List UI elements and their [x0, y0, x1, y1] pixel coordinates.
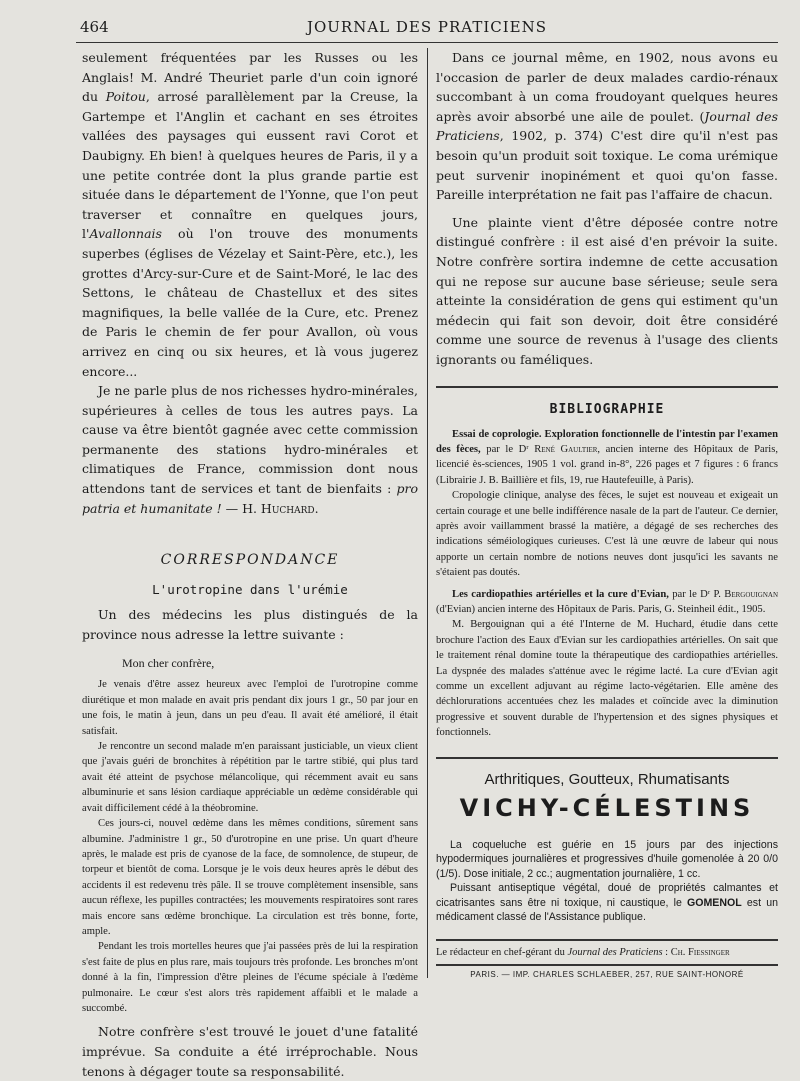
letter-paragraph: Ces jours-ci, nouvel œdème dans les mêmes conditions, sûrement sans albumine. J'administre 1 gr., 50 d'urotropine en une prise. Un quart d'heure après, le malade est pris de cyanose de la face, de somnolence, de stupeur, de torpeur et bientôt de coma. Lorsque je le vois deux heures après le début des accidents il est redevenu très pâle. Il se trouve complètement insensible, sans aucun réflexe, les pupilles contractées; les mouvements respiratoires sont rares mais encore sans œdème bronchique. La circulation est très bonne, forte, ample. — [82, 818, 418, 937]
letter-salutation: Mon cher confrère, — [122, 656, 215, 671]
journal-title: JOURNAL DES PRATICIENS — [306, 18, 548, 36]
header-rule — [76, 42, 778, 43]
letter-closing: Notre confrère s'est trouvé le jouet d'une fatalité imprévue. Sa conduite a été irréprochable. Nous tenons à dégager toute sa responsabilité. — [82, 1024, 418, 1079]
book-review-cardiopathies: M. Bergouignan qui a été l'Interne de M. Huchard, étudie dans cette brochure l'action des Eaux d'Evian sur les cardiopathies artérielles. On sait que le traitement rénal domine toute la thérapeutique des cardiopathies artérielles. La dyspnée des malades s'atténue avec le régime lacté. La cure d'Evian agit comme un excellent adjuvant au régime lacto-végétarien. Elle amène des déchlorurations accentuées chez les malades et coïncide avec la diminution progressive et souvent durable de l'hypertension et des signes physiques et fonctionnels. — [436, 619, 778, 739]
ad-paragraph: La coqueluche est guérie en 15 jours par des injections hypodermiques journalières et progressives d'huile gomenolée à 20 0/0 (1/5). Dose initiale, 2 cc.; augmentation journalière, 1 cc. — [436, 838, 778, 880]
right-column — [436, 48, 778, 979]
ad-brand: VICHY-CÉLESTINS — [459, 793, 755, 822]
paragraph-coma: Dans ce journal même, en 1902, nous avons eu l'occasion de parler de deux malades cardio-rénaux succombant à un coma froudoyant quelques heures après avoir absorbé une aile de poulet. (Journal des Praticiens, 1902, p. 374) C'est dire qu'il n'est pas besoin qu'un produit soit toxique. Le coma urémique peut survenir inopinément et quoi qu'on fasse. Pareille interprétation ne fait pas l'affaire de chacun. — [436, 50, 778, 203]
book-review-coprologie: Cropologie clinique, analyse des fèces, le sujet est nouveau et exigeait un certain courage et une belle indifférence nasale de la part de l'auteur. Ce dernier, après avoir vaillamment brassé la matière, a dégagé de ses recherches des indications séméiologiques curieuses. C'est là une œuvre de labeur qui nous apporte un certain nombre de notions neuves dont jusqu'ici les savants ne s'étaient pas doutés. — [436, 490, 778, 579]
editor-line: Le rédacteur en chef-gérant du Journal des Praticiens : Ch. Fiessinger — [436, 939, 778, 966]
paragraph-hydro-minerales: Je ne parle plus de nos richesses hydro-minérales, supérieures à celles de tous les autres pays. La cause va être bientôt gagnée avec cette commission permanente des stations hydro-minérales et climatiques de France, commission dont nous attendons tant de services et tant de bienfaits : pro patria et humanitate ! — H. Huchard. — [82, 383, 418, 516]
ad-text — [436, 838, 778, 925]
ad-paragraph: Puissant antiseptique végétal, doué de propriétés calmantes et cicatrisantes sans être ni toxique, ni caustique, le GOMENOL est un médicament classé de l'Assistance publique. — [436, 882, 778, 924]
article-subtitle: L'urotropine dans l'urémie — [152, 582, 348, 598]
bibliography-title: BIBLIOGRAPHIE — [549, 401, 665, 417]
bibliography-header — [436, 386, 778, 417]
letter-intro: Un des médecins les plus distingués de la province nous adresse la lettre suivante : — [82, 607, 418, 642]
running-header — [80, 14, 774, 42]
letter-paragraph: Pendant les trois mortelles heures que j'ai passées près de lui la respiration s'est faite de plus en plus rare, mais toujours très profonde. Les bronches m'ont donné à la fin, l'impression d'être pleines de l'écume spéciale à l'œdème pulmonaire. Le cœur s'est alors très rapidement affaibli et le malade a succombé. — [82, 941, 418, 1014]
letter-paragraph: Je venais d'être assez heureux avec l'emploi de l'urotropine comme diurétique et mon malade en avait pris pendant dix jours 1 gr., 50 par jour en une fois, le matin à jeun, dans un peu d'eau. Il avait été amélioré, il était satisfait. — [82, 679, 418, 737]
letter-paragraph: Je rencontre un second malade m'en paraissant justiciable, un vieux client que j'avais guéri de bronchites à répétition par le tartre stibié, qui plus tard avait été atteint de psychose mélancolique, qui récemment avait eu sans albuminurie et sans lésion cardiaque appréciable un œdème considérable qui avait difficilement cédé à la théobromine. — [82, 741, 418, 814]
column-divider — [427, 48, 428, 978]
section-title: CORRESPONDANCE — [160, 552, 340, 569]
book-entry-coprologie: Essai de coprologie. Exploration fonctionnelle de l'intestin par l'examen des fèces, par le Dʳ René Gaultier, ancien interne des Hôpitaux de Paris, licencié ès-sciences, 1905 1 vol. grand in-8°, 226 pages et 7 figures : 6 francs (Librairie J. B. Baillière et fils, 19, rue Hautefeuille, à Paris). — [436, 428, 779, 486]
paragraph-plainte: Une plainte vient d'être déposée contre notre distingué confrère : il est aisé d'en prévoir la suite. Notre confrère sortira indemne de cette accusation qui ne repose sur aucune base sérieuse; seule sera atteinte la considération de gens qui estiment qu'un médecin qui fait son devoir, doit être considéré comme une source de revenus à l'usage des clients ignorants ou faméliques. — [436, 214, 778, 367]
ad-tagline: Arthritiques, Goutteux, Rhumatisants — [484, 770, 730, 788]
left-column — [82, 48, 418, 1081]
page-number: 464 — [80, 18, 109, 36]
printer-imprint: PARIS. — IMP. CHARLES SCHLAEBER, 257, RUE SAINT-HONORÉ — [470, 969, 744, 979]
advertisement — [436, 757, 778, 925]
paragraph-avallonnais: seulement fréquentées par les Russes ou les Anglais! M. André Theuriet parle d'un coin ignoré du Poitou, arrosé parallèlement par la Creuse, la Gartempe et l'Anglin et cachant en ses étroites vallées des paysages qui eussent ravi Corot et Daubigny. Eh bien! à quelques heures de Paris, il y a une petite contrée dont la plus grande partie est située dans le département de l'Yonne, que l'on peut traverser et connaître en quelques jours, l'Avallonnais où l'on trouve des monuments superbes (églises de Vézelay et Saint-Père, etc.), les grottes d'Arcy-sur-Cure et de Saint-Moré, le lac des Settons, le château de Chastellux et des sites magnifiques, la belle vallée de la Cure, etc. Prenez de Paris le chemin de fer pour Avallon, où vous arrivez en cinq ou six heures, et là vous jugerez encore... — [82, 50, 418, 379]
book-entry-cardiopathies: Les cardiopathies artérielles et la cure d'Evian, par le Dʳ P. Bergouignan (d'Evian) ancien interne des Hôpitaux de Paris. Paris, G. Steinheil édit., 1905. — [436, 588, 778, 615]
